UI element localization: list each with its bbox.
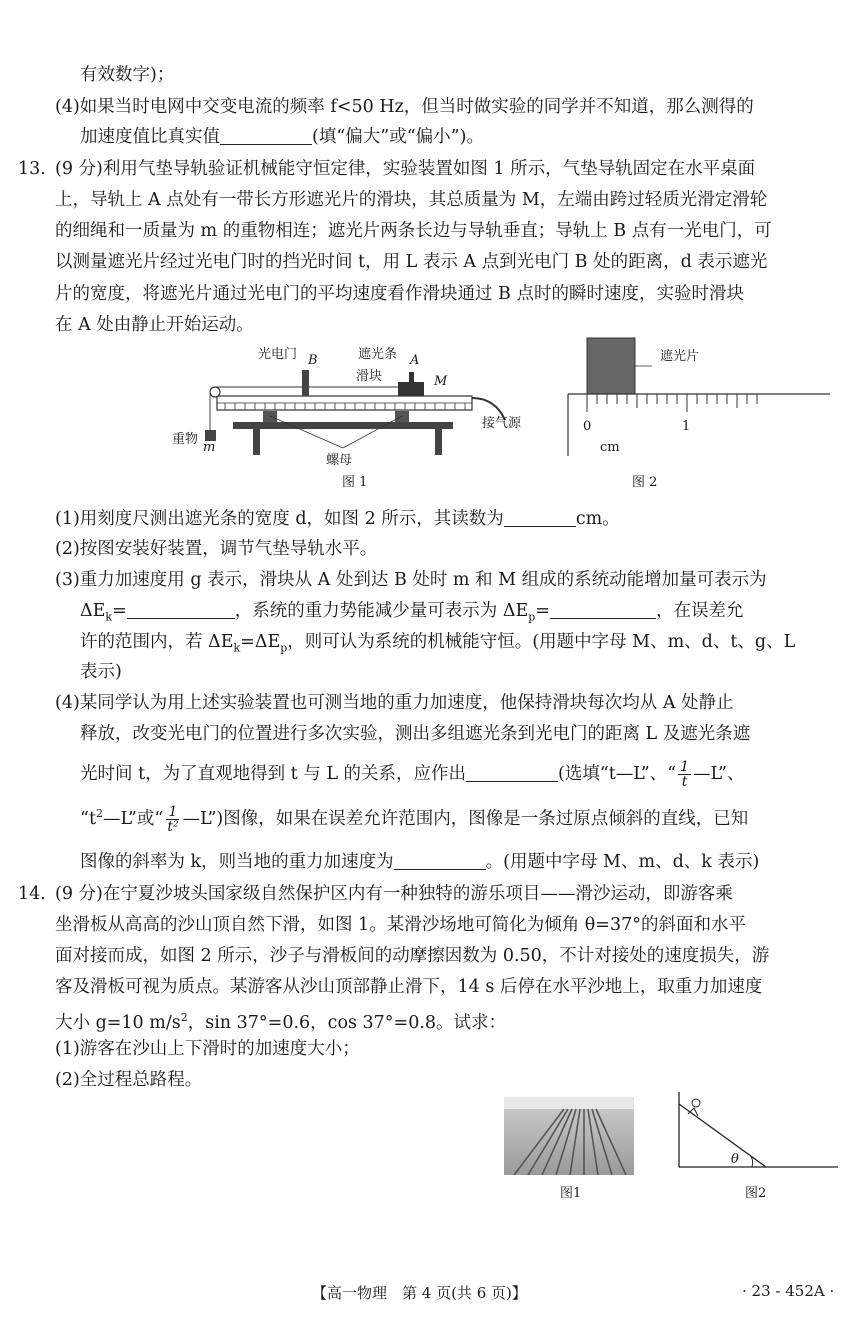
q14-figure-1-caption: 图1 xyxy=(560,1186,582,1201)
q13-4-line-4 xyxy=(80,803,748,834)
text: (选填“t—L”、“ xyxy=(558,764,677,784)
q13-3-line-2 xyxy=(80,600,743,629)
q13-4-line-5 xyxy=(80,851,759,873)
shade-label: 遮光条 xyxy=(358,347,398,362)
nut-left xyxy=(263,411,277,422)
shade-plate-label: 遮光片 xyxy=(660,349,700,364)
air-track-figure xyxy=(165,340,545,480)
text: —L”)图像，如果在误差允许范围内，图像是一条过原点倾斜的直线，已知 xyxy=(182,808,749,829)
text: ，sin 37°=0.6，cos 37°=0.8。试求： xyxy=(187,1012,507,1033)
point-a-label: A xyxy=(410,353,420,368)
incline-slope xyxy=(679,1104,766,1167)
shade-strip xyxy=(409,372,414,382)
answer-blank xyxy=(127,600,235,619)
text: = xyxy=(535,601,550,621)
q14-stem-3: 面对接而成，如图 2 所示，沙子与滑板间的动摩擦因数为 0.50，不计对接处的速度损失，游 xyxy=(55,946,770,966)
text: —L”或“ xyxy=(102,808,164,829)
ruler-tick-1: 1 xyxy=(682,419,691,434)
text: 大小 g=10 m/s xyxy=(55,1012,181,1033)
nut-pointer-left xyxy=(270,416,343,448)
text: —L”、 xyxy=(693,764,745,784)
text: = xyxy=(112,601,127,621)
table-leg-left xyxy=(253,429,260,455)
text: ，在误差允 xyxy=(655,601,744,621)
text: (填“偏大”或“偏小”)。 xyxy=(312,127,484,147)
incline-diagram xyxy=(676,1092,841,1172)
mass-m-label: M xyxy=(434,374,448,389)
text: cm。 xyxy=(575,509,620,529)
slider xyxy=(398,382,424,396)
mass-small-m-label: m xyxy=(203,440,216,455)
question-13-number: 13. xyxy=(18,159,46,179)
photo-sky xyxy=(504,1097,634,1109)
shade-plate xyxy=(587,338,635,394)
q13-stem-1: (9 分)利用气垫导轨验证机械能守恒定律，实验装置如图 1 所示，气垫导轨固定在水平桌面 xyxy=(55,159,756,179)
question-14-number: 14. xyxy=(18,884,46,904)
photogate xyxy=(302,370,309,396)
table-top xyxy=(233,422,453,429)
q13-4-line-1: (4)某同学认为用上述实验装置也可测当地的重力加速度，他保持滑块每次均从 A 处静止 xyxy=(55,693,734,713)
q14-2: (2)全过程总路程。 xyxy=(55,1070,203,1090)
fraction-denominator: t² xyxy=(167,818,179,835)
nut-label: 螺母 xyxy=(326,453,353,468)
ruler-tick-0: 0 xyxy=(583,419,592,434)
nut-pointer-right xyxy=(343,416,402,448)
air-source-label: 接气源 xyxy=(482,416,522,431)
skier-figure xyxy=(692,1099,700,1107)
nut-right xyxy=(395,411,409,422)
q14-stem-4: 客及滑板可视为质点。某游客从沙山顶部静止滑下，14 s 后停在水平沙地上，取重力加速度 xyxy=(55,977,763,997)
figure-1-caption: 图 1 xyxy=(342,475,368,490)
q13-stem-5: 片的宽度，将遮光片通过光电门的平均速度看作滑块通过 B 点时的瞬时速度，实验时滑块 xyxy=(55,284,744,304)
q13-2: (2)按图安装好装置，调节气垫导轨水平。 xyxy=(55,539,378,559)
q13-stem-3: 的细绳和一质量为 m 的重物相连；遮光片两条长边与导轨垂直；导轨上 B 点有一光电门，可 xyxy=(55,221,772,241)
q14-figure-2-caption: 图2 xyxy=(745,1186,767,1201)
exam-code: · 23 - 452A · xyxy=(742,1282,835,1300)
q13-stem-2: 上，导轨上 A 点处有一带长方形遮光片的滑块，其总质量为 M，左端由跨过轻质光滑定滑轮 xyxy=(55,190,768,210)
q13-stem-4: 以测量遮光片经过光电门时的挡光时间 t，用 L 表示 A 点到光电门 B 处的距离，d 表示遮光 xyxy=(55,252,768,272)
weight-label: 重物 xyxy=(172,432,199,447)
text: ，系统的重力势能减少量可表示为 ΔE xyxy=(234,601,529,621)
ruler-unit: cm xyxy=(600,440,620,455)
fraction-numerator: 1 xyxy=(168,803,178,820)
q13-4-line-2: 释放，改变光电门的位置进行多次实验，测出多组遮光条到光电门的距离 L 及遮光条遮 xyxy=(80,724,751,744)
table-leg-right xyxy=(435,429,442,455)
q14-stem-1: (9 分)在宁夏沙坡头国家级自然保护区内有一种独特的游乐项目——滑沙运动，即游客乘 xyxy=(55,884,733,904)
answer-blank xyxy=(550,600,656,619)
sup: 2 xyxy=(180,1011,188,1024)
q14-1: (1)游客在沙山上下滑时的加速度大小； xyxy=(55,1039,360,1059)
q14-stem-5 xyxy=(55,1007,506,1034)
fraction-denominator: t xyxy=(681,774,688,790)
figure-2-caption: 图 2 xyxy=(632,475,658,490)
q14-stem-2: 坐滑板从高高的沙山顶自然下滑，如图 1。某滑沙场地可简化为倾角 θ=37°的斜面和水平 xyxy=(55,915,746,935)
text: 许的范围内，若 ΔE xyxy=(80,632,234,652)
q13-1 xyxy=(55,508,620,530)
text: 图像的斜率为 k，则当地的重力加速度为 xyxy=(80,852,394,872)
ruler-ticks xyxy=(587,394,757,412)
sand-slide-photo xyxy=(504,1097,634,1175)
q13-3-line-4: 表示) xyxy=(80,662,122,682)
text: =ΔE xyxy=(240,632,281,652)
fraction-numerator: 1 xyxy=(680,759,690,775)
answer-blank xyxy=(504,508,576,527)
sub: k xyxy=(233,641,241,655)
sup: 2 xyxy=(95,807,103,820)
q13-3-line-3 xyxy=(80,631,795,660)
page-footer: 【高一物理 第 4 页(共 6 页)】 xyxy=(312,1284,527,1302)
text: (1)用刻度尺测出遮光条的宽度 d，如图 2 所示，其读数为 xyxy=(55,509,504,529)
fraction-1-over-t2 xyxy=(165,805,180,834)
q13-3-line-1: (3)重力加速度用 g 表示，滑块从 A 处到达 B 处时 m 和 M 组成的系统动能增加量可表示为 xyxy=(55,570,767,590)
q13-4-line-3 xyxy=(80,760,744,789)
q13-stem-6: 在 A 处由静止开始运动。 xyxy=(55,315,254,335)
text: ΔE xyxy=(80,601,106,621)
sub: p xyxy=(528,610,536,624)
q12-4-line-2 xyxy=(80,126,484,148)
text: 光时间 t，为了直观地得到 t 与 L 的关系，应作出 xyxy=(80,764,466,784)
text: ，则可认为系统的机械能守恒。(用题中字母 M、m、d、t、g、L xyxy=(287,632,796,652)
text: 加速度值比真实值 xyxy=(80,127,220,147)
answer-blank xyxy=(466,763,558,782)
theta-label: θ xyxy=(731,1152,739,1167)
sub: p xyxy=(280,641,288,655)
q12-line-1: 有效数字)； xyxy=(80,65,175,85)
text: 。(用题中字母 M、m、d、k 表示) xyxy=(485,852,760,872)
answer-blank xyxy=(394,851,486,870)
slider-label: 滑块 xyxy=(356,369,383,384)
answer-blank xyxy=(220,126,312,145)
q12-4-line: (4)如果当时电网中交变电流的频率 f<50 Hz，但当时做实验的同学并不知道，那么测得的 xyxy=(55,97,754,117)
pulley xyxy=(210,387,220,397)
sub: k xyxy=(105,610,113,624)
photogate-label: 光电门 xyxy=(258,347,298,362)
fraction-1-over-t xyxy=(678,760,691,789)
point-b-label: B xyxy=(308,353,318,368)
text: “t xyxy=(80,808,96,829)
